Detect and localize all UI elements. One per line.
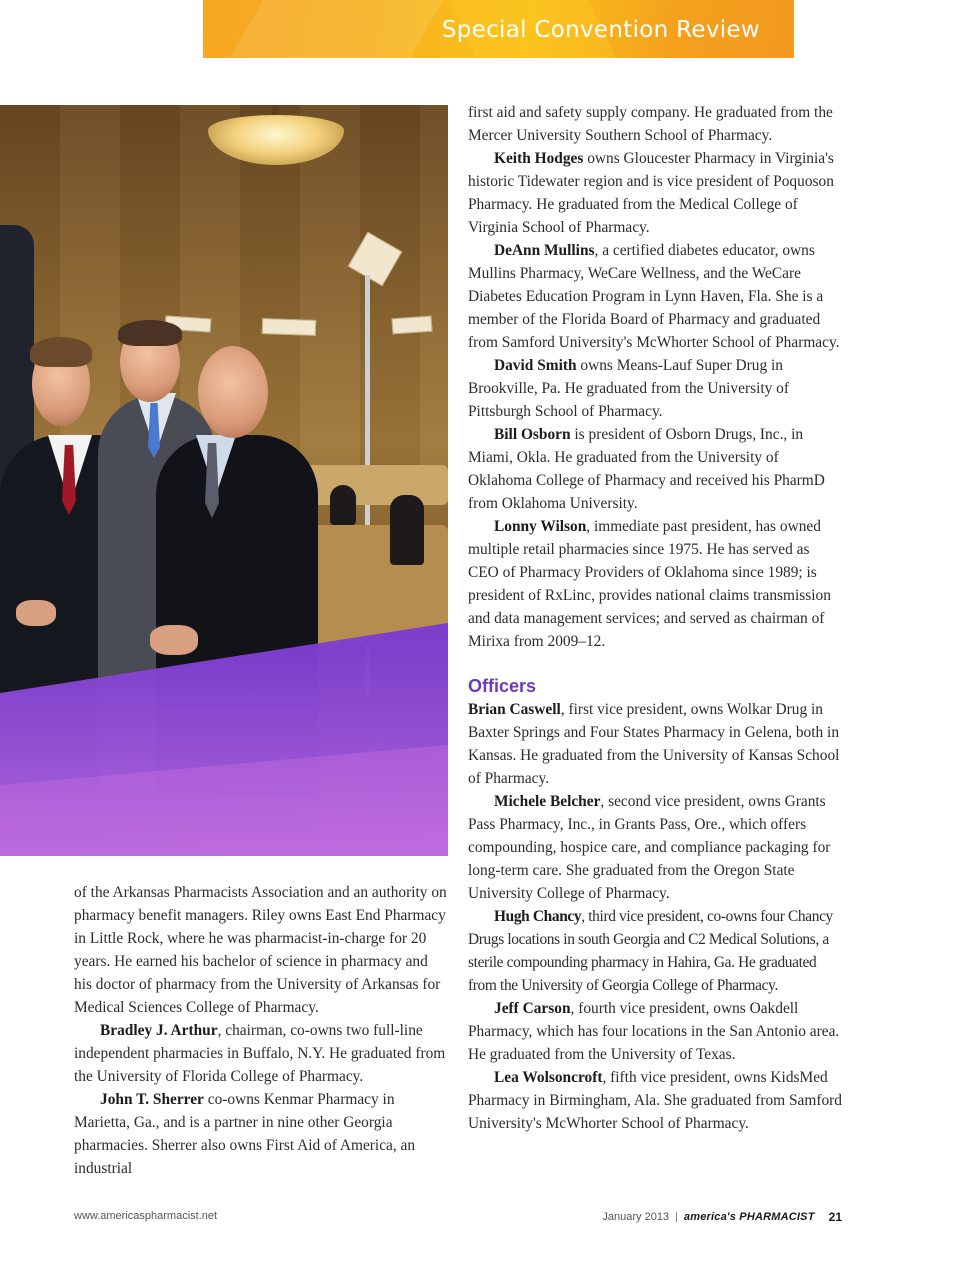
paragraph-hugh-chancy: Hugh Chancy, third vice president, co-owns four Chancy Drugs locations in south Georgia and C2 Medical Solutions, a sterile compounding pharmacy in Hahira, Ga. He graduated from the University of Georgia College of Pharmacy. [468,908,833,994]
footer-url[interactable]: www.americaspharmacist.net [74,1210,218,1222]
paragraph-david-smith: David Smith owns Means-Lauf Super Drug in Brookville, Pa. He graduated from the University of Pittsburgh School of Pharmacy. [468,357,789,420]
paragraph-jeff-carson: Jeff Carson, fourth vice president, owns Oakdell Pharmacy, which has four locations in the San Antonio area. He graduated from the University of Texas. [468,1000,840,1063]
left-column [74,881,449,1180]
state-sign [391,316,432,335]
person-name: Hugh Chancy [494,908,582,925]
person-name: Michele Belcher [494,793,601,810]
paragraph-keith-hodges: Keith Hodges owns Gloucester Pharmacy in Virginia's historic Tidewater region and is vice president of Poquoson Pharmacy. He graduated from the Medical College of Virginia School of Pharmacy. [468,150,834,236]
page-number: 21 [828,1210,842,1224]
state-sign-georgia [262,318,317,336]
paragraph: first aid and safety supply company. He graduated from the Mercer University Southern School of Pharmacy. [468,104,833,144]
chair [390,495,424,565]
magazine-logo: america's PHARMACIST [683,1211,815,1223]
chair [330,485,356,525]
person-name: Bradley J. Arthur [100,1022,218,1039]
paragraph-lea-wolsoncroft: Lea Wolsoncroft, fifth vice president, owns KidsMed Pharmacy in Birmingham, Ala. She graduated from Samford University's McWhorter School of Pharmacy. [468,1069,842,1132]
paragraph-bradley-arthur: Bradley J. Arthur, chairman, co-owns two full-line independent pharmacies in Buffalo, N.Y. He graduated from the University of Florida College of Pharmacy. [74,1022,446,1085]
paragraph-john-sherrer: John T. Sherrer co-owns Kenmar Pharmacy in Marietta, Ga., and is a partner in nine other Georgia pharmacies. Sherrer also owns First Aid of America, an industrial [74,1091,416,1177]
officers-heading: Officers [468,676,537,696]
footer-separator: | [675,1211,678,1223]
person-name: Brian Caswell [468,701,561,718]
banner-title: Special Convention Review [441,17,760,43]
person-name: Lonny Wilson [494,518,587,535]
person-name: Lea Wolsoncroft [494,1069,603,1086]
paragraph: of the Arkansas Pharmacists Association and an authority on pharmacy benefit managers. Riley owns East End Pharmacy in Little Rock, where he was pharmacist-in-charge for 20 years. He earned his bachelor of science in pharmacy and his doctor of pharmacy from the University of Arkansas for Medical Sciences College of Pharmacy. [74,884,447,1016]
paragraph-michele-belcher: Michele Belcher, second vice president, owns Grants Pass Pharmacy, Inc., in Grants Pass, Ore., which offers compounding, hospice care, and compliance packaging for long-term care. She graduated from the Oregon State University College of Pharmacy. [468,793,831,902]
paragraph-brian-caswell: Brian Caswell, first vice president, owns Wolkar Drug in Baxter Springs and Four States Pharmacy in Gelena, both in Kansas. He graduated from the University of Kansas School of Pharmacy. [468,701,840,787]
right-column [468,101,844,1135]
footer-date: January 2013 [602,1211,670,1223]
footer-issue-info [602,1210,842,1224]
paragraph-deann-mullins: DeAnn Mullins, a certified diabetes educator, owns Mullins Pharmacy, WeCare Wellness, and the WeCare Diabetes Education Program in Lynn Haven, Fla. She is a member of the Florida Board of Pharmacy and graduated from Samford University's McWhorter School of Pharmacy. [468,242,840,351]
section-banner [203,0,794,58]
banner-facet [211,0,455,58]
person-name: Bill Osborn [494,426,571,443]
person-name: John T. Sherrer [100,1091,204,1108]
person-name: DeAnn Mullins [494,242,595,259]
person-name: Jeff Carson [494,1000,571,1017]
conference-table [300,465,448,505]
person-name: Keith Hodges [494,150,584,167]
convention-photo [0,105,448,856]
paragraph-lonny-wilson: Lonny Wilson, immediate past president, has owned multiple retail pharmacies since 1975. He has served as CEO of Pharmacy Providers of Oklahoma since 1989; is president of RxLinc, provides national claims transmission and data management services; and served as chairman of Mirixa from 2009–12. [468,518,831,650]
person-name: David Smith [494,357,577,374]
paragraph-bill-osborn: Bill Osborn is president of Osborn Drugs, Inc., in Miami, Okla. He graduated from the University of Oklahoma College of Pharmacy and received his PharmD from Oklahoma University. [468,426,825,512]
